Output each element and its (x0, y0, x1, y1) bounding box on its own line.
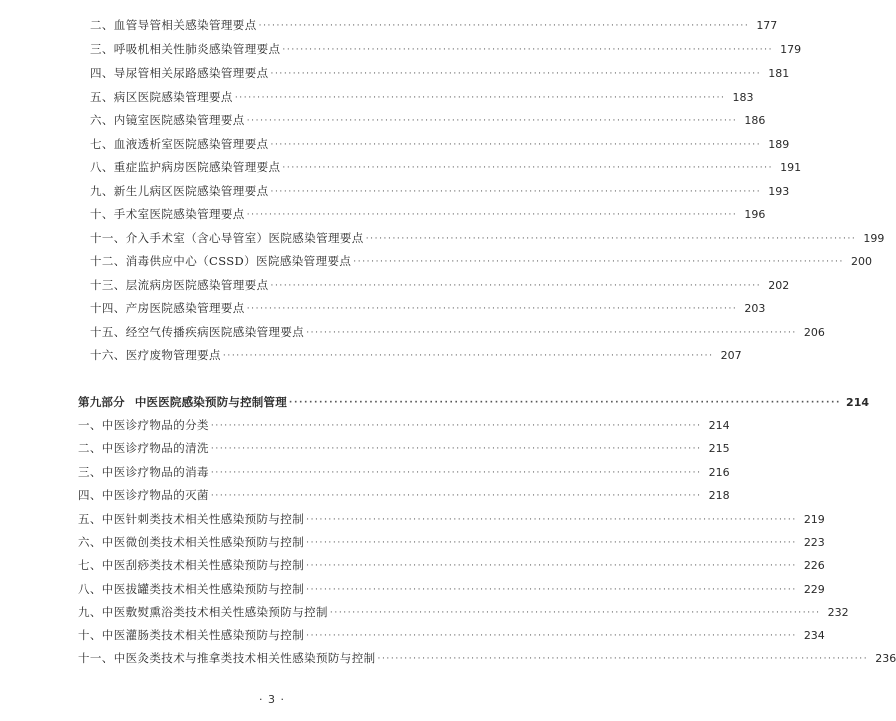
toc-entry-page: 177 (756, 18, 778, 32)
toc-entry-page: 214 (708, 418, 730, 432)
toc-entry-title: 五、病区医院感染管理要点 (90, 90, 233, 104)
toc-entry[interactable] (0, 579, 825, 599)
toc-entry[interactable] (0, 15, 778, 35)
part-title (78, 394, 287, 410)
part-name: 中医医院感染预防与控制管理 (134, 395, 287, 409)
toc-entry-title: 十一、介入手术室（含心导管室）医院感染管理要点 (90, 231, 364, 245)
dot-leader: ·············································································································· (270, 281, 762, 291)
toc-entry-title: 十一、中医灸类技术与推拿类技术相关性感染预防与控制 (78, 651, 376, 665)
toc-entry[interactable] (0, 275, 790, 295)
dot-leader: ·············································································································· (210, 491, 702, 501)
dot-leader: ·············································································································· (246, 210, 738, 220)
toc-entry[interactable] (0, 298, 766, 318)
toc-entry[interactable] (0, 555, 825, 575)
toc-entry-title: 三、呼吸机相关性肺炎感染管理要点 (90, 42, 281, 56)
toc-entry[interactable] (0, 648, 896, 668)
toc-entry-title: 九、新生儿病区医院感染管理要点 (90, 184, 269, 198)
toc-entry-page: 226 (803, 558, 825, 572)
toc-entry[interactable] (0, 438, 730, 458)
dot-leader: ·············································································································· (246, 304, 738, 314)
dot-leader: ·············································································································· (270, 69, 762, 79)
toc-entry-page: 215 (708, 441, 730, 455)
toc-entry-title: 八、重症监护病房医院感染管理要点 (90, 160, 281, 174)
dot-leader: ·············································································································· (270, 140, 762, 150)
dot-leader: ·············································································································· (306, 585, 797, 595)
toc-entry-title: 八、中医拔罐类技术相关性感染预防与控制 (78, 582, 305, 596)
toc-entry-page: 202 (768, 278, 790, 292)
toc-entry-page: 218 (708, 488, 730, 502)
toc-part-heading[interactable] (0, 392, 870, 412)
toc-entry-page: 189 (768, 137, 790, 151)
toc-entry-page: 183 (732, 90, 754, 104)
toc-entry-title: 七、中医刮痧类技术相关性感染预防与控制 (78, 558, 305, 572)
dot-leader: ·············································································································· (210, 468, 702, 478)
toc-entry-title: 十、手术室医院感染管理要点 (90, 207, 245, 221)
part-page: 214 (846, 395, 870, 409)
toc-entry-title: 一、中医诊疗物品的分类 (78, 418, 209, 432)
toc-entry-title: 二、血管导管相关感染管理要点 (90, 18, 257, 32)
toc-entry[interactable] (0, 532, 825, 552)
toc-entry[interactable] (0, 345, 742, 365)
part-number: 第九部分 (78, 395, 125, 409)
toc-entry[interactable] (0, 181, 790, 201)
toc-entry-page: 186 (744, 113, 766, 127)
toc-entry-page: 206 (803, 325, 825, 339)
dot-leader: ·············································································································· (282, 163, 774, 173)
dot-leader: ·············································································································· (282, 45, 774, 55)
toc-entry[interactable] (0, 134, 790, 154)
toc-entry-page: 191 (780, 160, 802, 174)
dot-leader: ·············································································································· (210, 444, 702, 454)
toc-entry-page: 193 (768, 184, 790, 198)
toc-entry[interactable] (0, 204, 766, 224)
toc-entry[interactable] (0, 87, 754, 107)
toc-entry-page: 200 (850, 254, 872, 268)
toc-entry[interactable] (0, 251, 872, 271)
toc-entry-page: 199 (863, 231, 885, 245)
toc-entry-title: 三、中医诊疗物品的消毒 (78, 465, 209, 479)
dot-leader: ·············································································································· (258, 21, 750, 31)
dot-leader: ·············································································································· (365, 234, 857, 244)
toc-entry[interactable] (0, 415, 730, 435)
toc-entry-title: 四、中医诊疗物品的灭菌 (78, 488, 209, 502)
toc-entry-page: 216 (708, 465, 730, 479)
toc-entry-page: 229 (803, 582, 825, 596)
toc-entry-title: 四、导尿管相关尿路感染管理要点 (90, 66, 269, 80)
toc-entry-title: 六、内镜室医院感染管理要点 (90, 113, 245, 127)
dot-leader: ·············································································································· (306, 515, 797, 525)
dot-leader: ·············································································································· (246, 116, 738, 126)
toc-entry[interactable] (0, 322, 825, 342)
toc-entry[interactable] (0, 157, 802, 177)
toc-entry-title: 十六、医疗废物管理要点 (90, 348, 221, 362)
toc-entry[interactable] (0, 228, 885, 248)
dot-leader: ·············································································································· (288, 398, 842, 408)
toc-entry[interactable] (0, 509, 825, 529)
dot-leader: ·············································································································· (377, 654, 869, 664)
toc-entry-title: 六、中医微创类技术相关性感染预防与控制 (78, 535, 305, 549)
toc-entry[interactable] (0, 462, 730, 482)
toc-entry-title: 九、中医敷熨熏浴类技术相关性感染预防与控制 (78, 605, 328, 619)
toc-entry-page: 232 (827, 605, 849, 619)
toc-entry-page: 203 (744, 301, 766, 315)
toc-entry-title: 十、中医灌肠类技术相关性感染预防与控制 (78, 628, 305, 642)
dot-leader: ·············································································································· (353, 257, 844, 267)
page-number-footer: · 3 · (259, 693, 285, 706)
dot-leader: ·············································································································· (234, 93, 726, 103)
toc-entry[interactable] (0, 110, 766, 130)
dot-leader: ·············································································································· (329, 608, 821, 618)
dot-leader: ·············································································································· (306, 538, 797, 548)
toc-entry-title: 十三、层流病房医院感染管理要点 (90, 278, 269, 292)
dot-leader: ·············································································································· (222, 351, 714, 361)
toc-entry[interactable] (0, 39, 802, 59)
dot-leader: ·············································································································· (306, 631, 797, 641)
toc-entry-title: 十四、产房医院感染管理要点 (90, 301, 245, 315)
toc-entry[interactable] (0, 485, 730, 505)
toc-entry-title: 五、中医针刺类技术相关性感染预防与控制 (78, 512, 305, 526)
dot-leader: ·············································································································· (306, 328, 797, 338)
dot-leader: ·············································································································· (306, 561, 797, 571)
toc-entry[interactable] (0, 602, 849, 622)
toc-entry[interactable] (0, 63, 790, 83)
toc-entry-page: 179 (780, 42, 802, 56)
toc-entry-page: 196 (744, 207, 766, 221)
toc-entry-page: 223 (803, 535, 825, 549)
dot-leader: ·············································································································· (210, 421, 702, 431)
toc-entry-page: 181 (768, 66, 790, 80)
toc-entry-page: 234 (803, 628, 825, 642)
dot-leader: ·············································································································· (270, 187, 762, 197)
toc-entry-title: 十五、经空气传播疾病医院感染管理要点 (90, 325, 305, 339)
toc-entry-page: 219 (803, 512, 825, 526)
toc-entry-title: 七、血液透析室医院感染管理要点 (90, 137, 269, 151)
toc-entry-page: 207 (720, 348, 742, 362)
toc-entry-page: 236 (875, 651, 896, 665)
toc-entry[interactable] (0, 625, 825, 645)
toc-entry-title: 二、中医诊疗物品的清洗 (78, 441, 209, 455)
toc-entry-title: 十二、消毒供应中心（CSSD）医院感染管理要点 (90, 254, 352, 268)
